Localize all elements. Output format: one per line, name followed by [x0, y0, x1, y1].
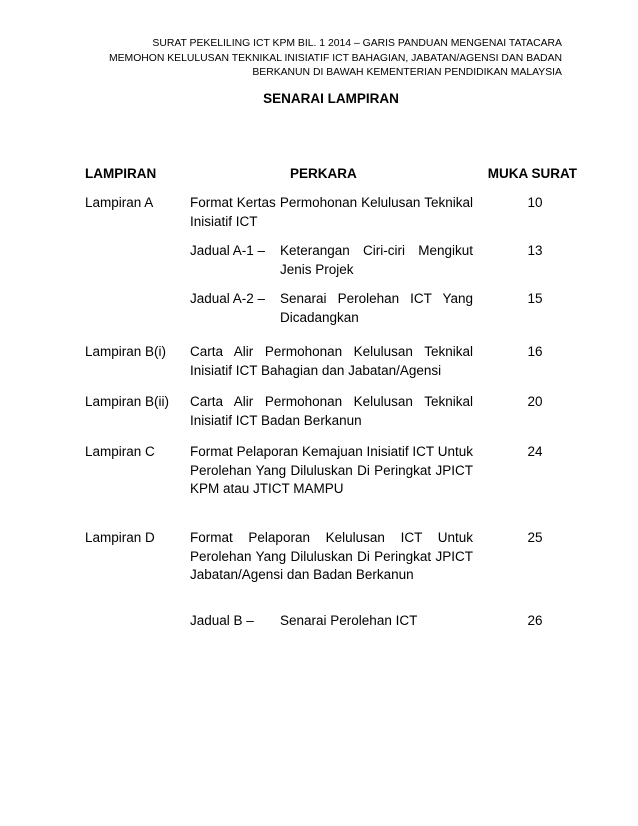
lampiran-code: Lampiran C	[85, 444, 155, 459]
jadual-label: Jadual A-2 –	[190, 291, 266, 306]
lampiran-code: Lampiran A	[85, 195, 154, 210]
lampiran-code: Lampiran B(i)	[85, 344, 167, 359]
page-title: SENARAI LAMPIRAN	[263, 91, 399, 106]
page-number: 25	[527, 530, 543, 545]
page-number: 16	[527, 344, 543, 359]
jadual-description: Keterangan Ciri-ciri Mengikut Jenis Projek	[280, 243, 473, 277]
lampiran-description: Format Kertas Permohonan Kelulusan Teknikal Inisiatif ICT	[190, 195, 473, 229]
page-number: 13	[527, 243, 543, 258]
lampiran-description: Format Pelaporan Kelulusan ICT Untuk Perolehan Yang Diluluskan Di Peringkat JPICT Jabatan/Agensi dan Badan Berkanun	[190, 530, 473, 582]
column-header-perkara: PERKARA	[290, 166, 357, 181]
page-number: 10	[527, 195, 543, 210]
jadual-label: Jadual A-1 –	[190, 243, 266, 258]
document-header	[62, 37, 562, 81]
page-number: 24	[527, 444, 543, 459]
header-line-2: MEMOHON KELULUSAN TEKNIKAL INISIATIF ICT BAHAGIAN, JABATAN/AGENSI DAN BADAN	[108, 52, 562, 64]
header-line-3: BERKANUN DI BAWAH KEMENTERIAN PENDIDIKAN MALAYSIA	[252, 67, 562, 78]
lampiran-description: Carta Alir Permohonan Kelulusan Teknikal Inisiatif ICT Bahagian dan Jabatan/Agensi	[190, 344, 473, 378]
lampiran-code: Lampiran D	[85, 530, 155, 545]
page-number: 20	[527, 394, 543, 409]
jadual-description: Senarai Perolehan ICT	[280, 613, 418, 628]
column-header-lampiran: LAMPIRAN	[85, 166, 157, 181]
lampiran-description: Format Pelaporan Kemajuan Inisiatif ICT Untuk Perolehan Yang Diluluskan Di Peringkat JPICT KPM atau JTICT MAMPU	[190, 444, 473, 496]
lampiran-description: Carta Alir Permohonan Kelulusan Teknikal Inisiatif ICT Badan Berkanun	[190, 394, 473, 428]
page-number: 26	[527, 613, 543, 628]
jadual-description: Senarai Perolehan ICT Yang Dicadangkan	[280, 291, 473, 325]
jadual-label: Jadual B –	[190, 613, 254, 628]
header-line-1: SURAT PEKELILING ICT KPM BIL. 1 2014 – GARIS PANDUAN MENGENAI TATACARA	[152, 38, 562, 49]
lampiran-code: Lampiran B(ii)	[85, 394, 170, 409]
page-number: 15	[527, 291, 543, 306]
column-header-muka-surat: MUKA SURAT	[487, 166, 577, 181]
